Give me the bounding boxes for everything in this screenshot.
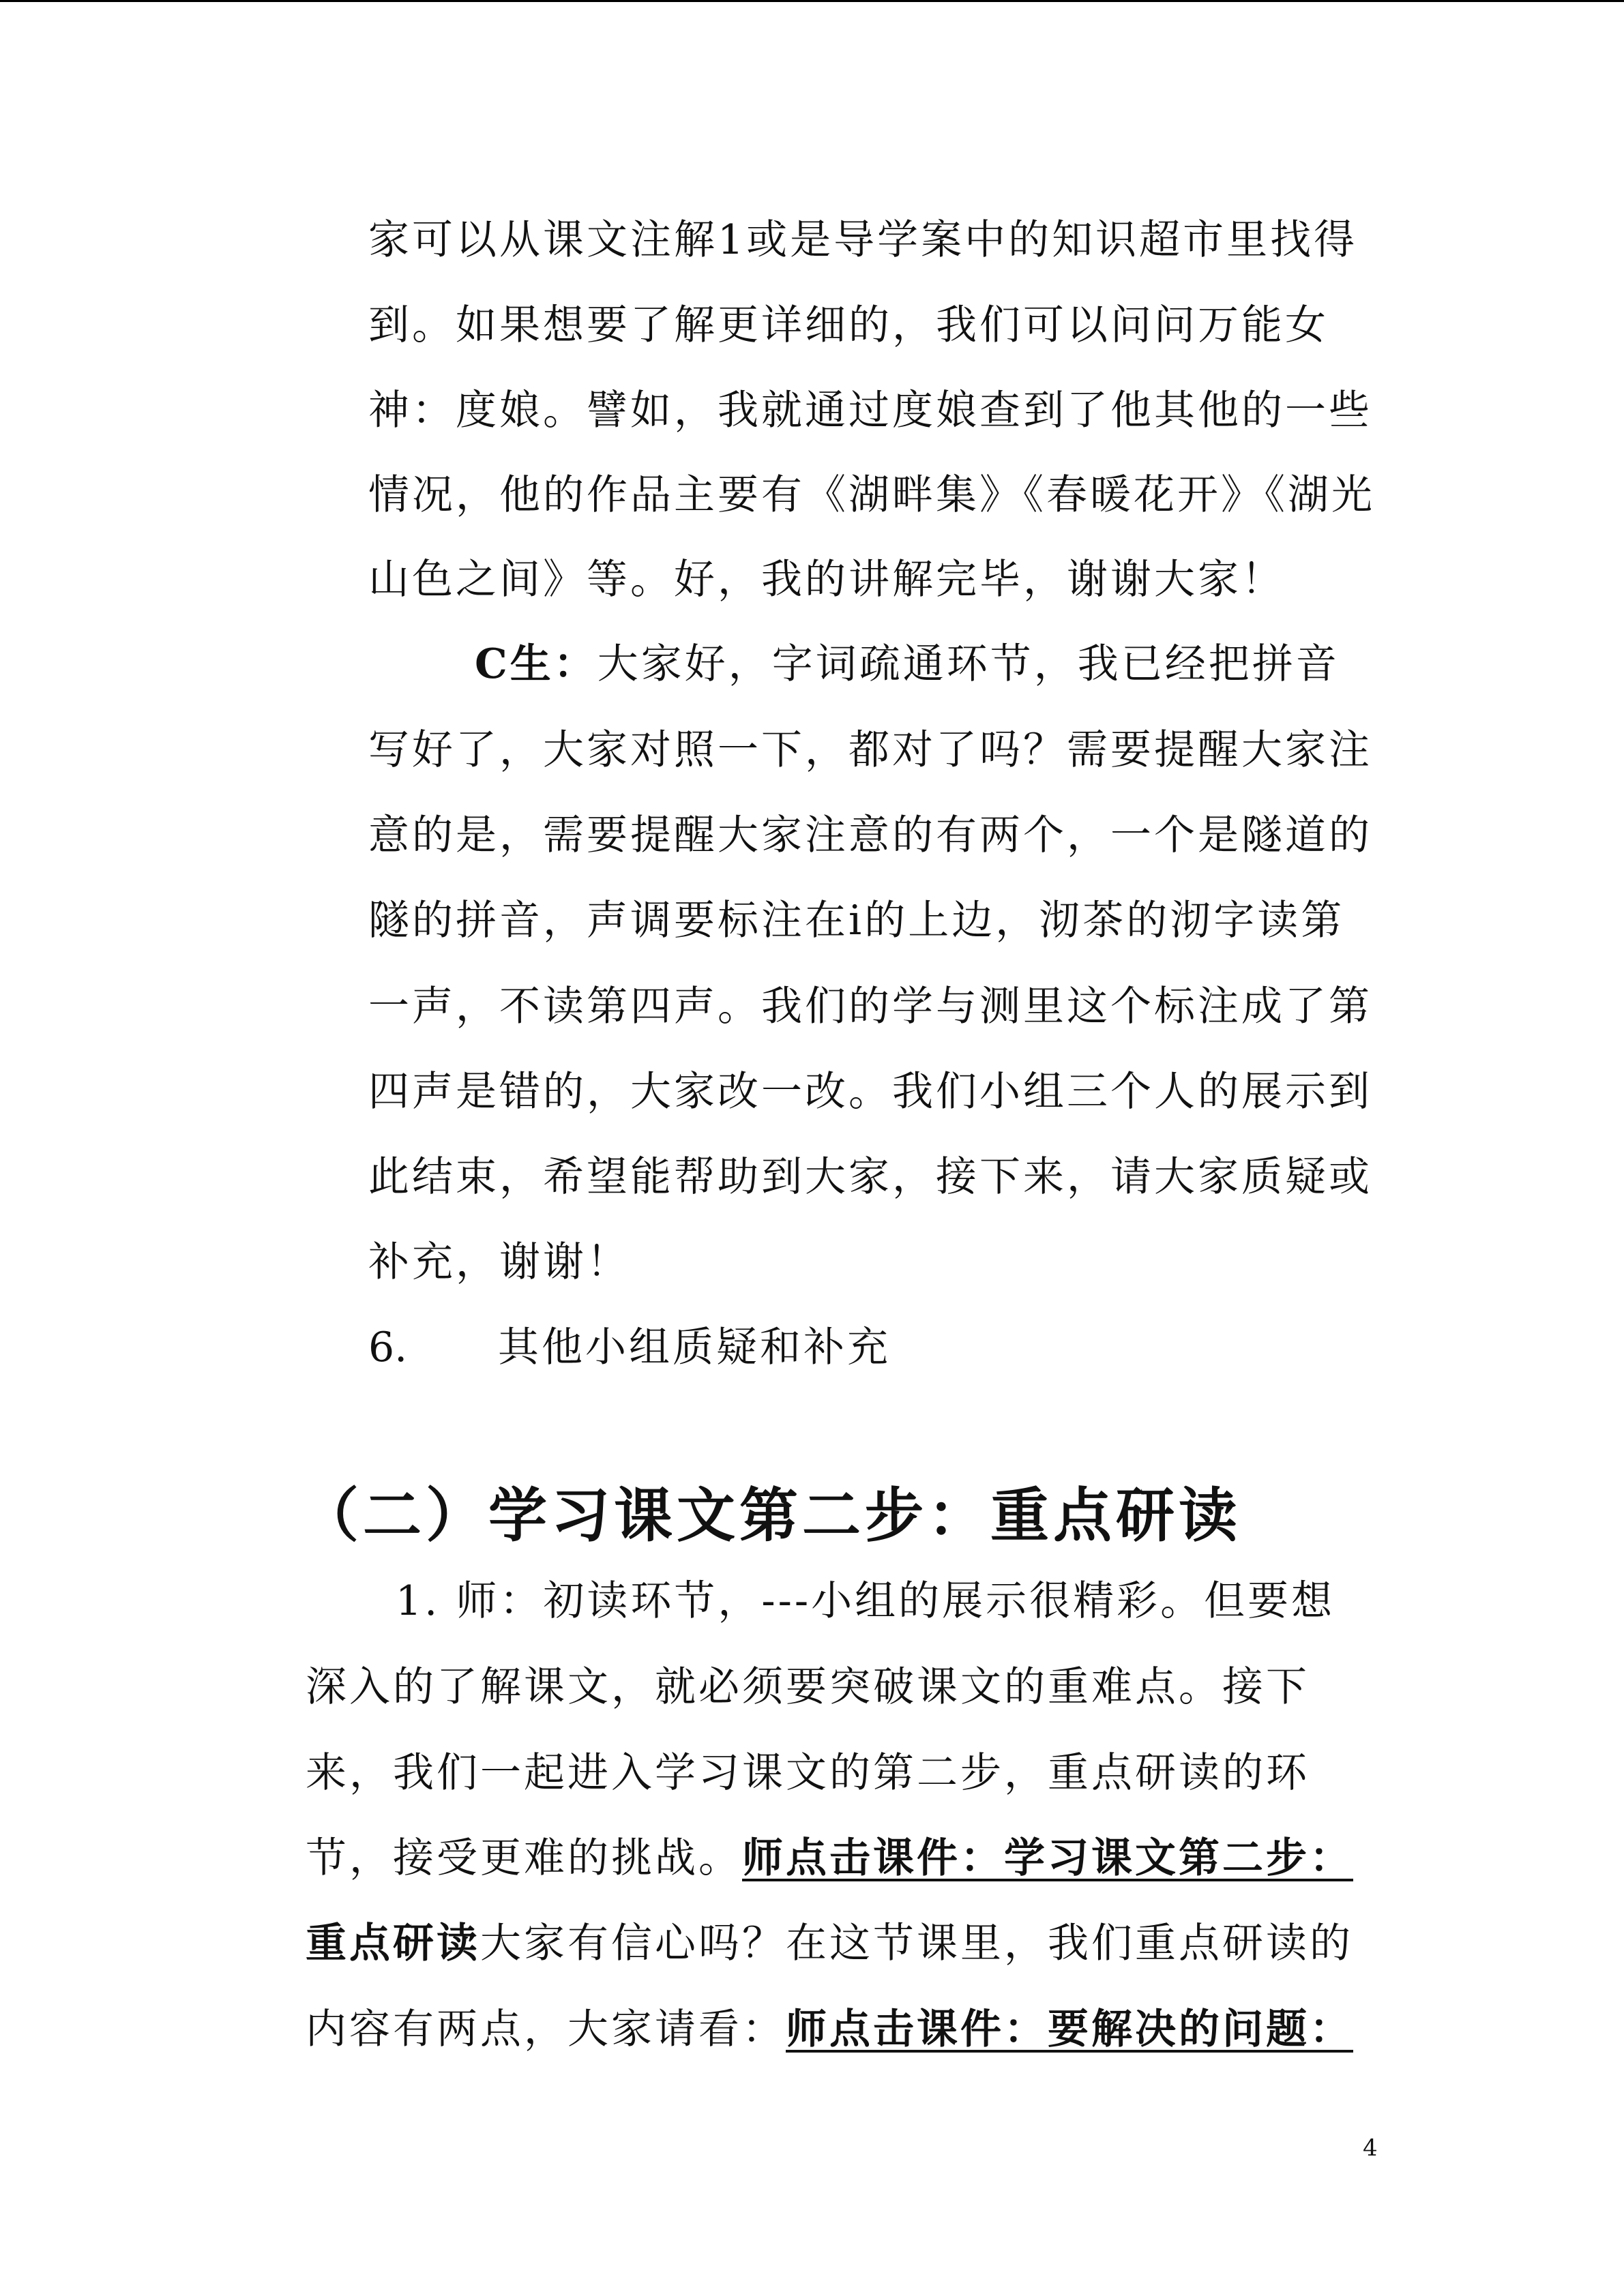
- text-line: 一声，不读第四声。我们的学与测里这个标注成了第: [368, 983, 1372, 1030]
- text-line: 意的是，需要提醒大家注意的有两个，一个是隧道的: [368, 811, 1372, 859]
- text-line: 家可以从课文注解1或是导学案中的知识超市里找得: [368, 216, 1358, 264]
- text-segment: 内容有两点，大家请看：: [306, 2006, 786, 2053]
- text-line: 到。如果想要了解更详细的，我们可以问问万能女: [368, 301, 1329, 349]
- speaker-text: 大家好，字词疏通环节，我已经把拼音: [597, 640, 1340, 688]
- courseware-cue: 师点击课件：要解决的问题：: [786, 2006, 1353, 2053]
- text-segment: 大家有信心吗？在这节课里，我们重点研读的: [480, 1920, 1353, 1967]
- text-line: 隧的拼音，声调要标注在i的上边，沏茶的沏字读第: [368, 897, 1345, 944]
- text-segment: 节，接受更难的挑战。: [306, 1834, 742, 1882]
- section-heading: （二）学习课文第二步：重点研读: [300, 1481, 1241, 1550]
- text-line: 写好了，大家对照一下，都对了吗？需要提醒大家注: [368, 726, 1372, 774]
- text-line: 来，我们一起进入学习课文的第二步，重点研读的环: [306, 1749, 1310, 1797]
- text-line: 此结束，希望能帮助到大家，接下来，请大家质疑或: [368, 1153, 1372, 1201]
- text-line: 四声是错的，大家改一改。我们小组三个人的展示到: [368, 1068, 1372, 1116]
- text-line: 深入的了解课文，就必须要突破课文的重难点。接下: [306, 1663, 1310, 1711]
- page-number: 4: [1363, 2134, 1378, 2162]
- text-line: 补充，谢谢！: [368, 1238, 630, 1286]
- speaker-label: C生：: [475, 640, 597, 688]
- text-line: [306, 2002, 1353, 2057]
- courseware-cue: 师点击课件：学习课文第二步：: [742, 1834, 1353, 1882]
- text-line: [306, 1916, 1353, 1971]
- text-line: [306, 1831, 1353, 1885]
- list-item-number: 6.: [368, 1324, 408, 1371]
- bold-term: 重点研读: [306, 1920, 480, 1967]
- list-item-text: 其他小组质疑和补充: [498, 1324, 891, 1371]
- text-line: 情况，他的作品主要有《湖畔集》《春暖花开》《湖光: [368, 471, 1375, 519]
- text-line: 山色之间》等。好，我的讲解完毕，谢谢大家！: [368, 556, 1285, 603]
- text-line: 神：度娘。譬如，我就通过度娘查到了他其他的一些: [368, 387, 1372, 434]
- speaker-line: [475, 637, 1340, 691]
- text-line: 1. 师：初读环节，---小组的展示很精彩。但要想: [396, 1577, 1335, 1625]
- top-border-line: [0, 0, 1624, 2]
